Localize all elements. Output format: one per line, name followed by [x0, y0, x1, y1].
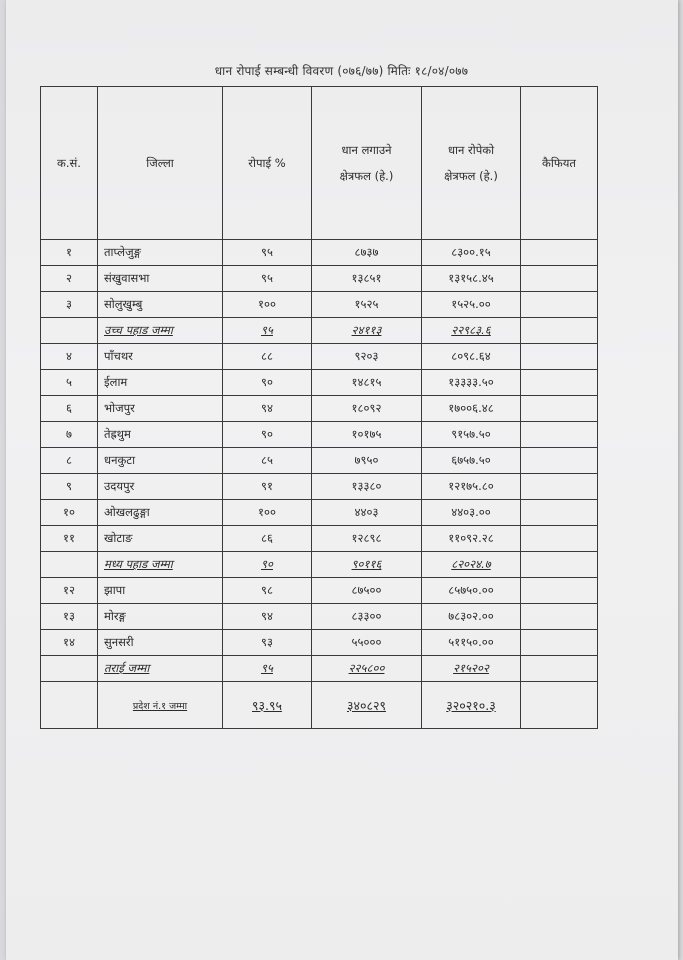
- cell-sn: १४: [41, 630, 98, 656]
- cell-sn: [41, 682, 98, 729]
- cell-area-planted: १३१५८.४५: [422, 266, 521, 292]
- header-area-planted-line1: धान रोपेको: [447, 143, 495, 157]
- cell-district: पाँचथर: [98, 344, 223, 370]
- cell-remarks: [521, 422, 598, 448]
- cell-planting-percent: ९५: [223, 656, 312, 682]
- cell-sn: ७: [41, 422, 98, 448]
- cell-area-to-plant: ८३३००: [312, 604, 422, 630]
- cell-planting-percent: ९८: [223, 578, 312, 604]
- cell-area-planted: १३३३३.५०: [422, 370, 521, 396]
- cell-area-planted: ८२०२४.७: [422, 552, 521, 578]
- cell-area-planted: ३२०२१०.३: [422, 682, 521, 729]
- header-district: जिल्ला: [98, 87, 223, 240]
- cell-area-planted: ६७५७.५०: [422, 448, 521, 474]
- header-planting-percent: रोपाई %: [223, 87, 312, 240]
- cell-area-to-plant: १०१७५: [312, 422, 422, 448]
- subtotal-row: [41, 552, 598, 578]
- cell-area-to-plant: १४८१५: [312, 370, 422, 396]
- header-area-to-plant-line2: क्षेत्रफल (हे.): [339, 169, 394, 183]
- table-row: [41, 292, 598, 318]
- cell-sn: [41, 552, 98, 578]
- cell-remarks: [521, 578, 598, 604]
- header-sn: क.सं.: [41, 87, 98, 240]
- table-row: [41, 448, 598, 474]
- table-body: [41, 240, 598, 729]
- cell-planting-percent: ८६: [223, 526, 312, 552]
- table-row: [41, 630, 598, 656]
- table-row: [41, 370, 598, 396]
- table-row: [41, 604, 598, 630]
- cell-area-to-plant: २४११३: [312, 318, 422, 344]
- cell-remarks: [521, 292, 598, 318]
- header-area-to-plant-line1: धान लगाउने: [341, 143, 392, 157]
- cell-planting-percent: ९४: [223, 604, 312, 630]
- cell-area-to-plant: १२८९८: [312, 526, 422, 552]
- subtotal-row: [41, 318, 598, 344]
- paddy-planting-table: [40, 86, 598, 729]
- header-area-planted: [422, 87, 521, 240]
- cell-sn: ४: [41, 344, 98, 370]
- cell-planting-percent: ९५: [223, 318, 312, 344]
- cell-area-planted: २२९८३.६: [422, 318, 521, 344]
- cell-sn: १: [41, 240, 98, 266]
- cell-area-to-plant: १८०९२: [312, 396, 422, 422]
- cell-area-to-plant: २२५८००: [312, 656, 422, 682]
- cell-area-planted: १५२५.००: [422, 292, 521, 318]
- cell-planting-percent: ९५: [223, 266, 312, 292]
- cell-district: तेह्रथुम: [98, 422, 223, 448]
- cell-sn: १३: [41, 604, 98, 630]
- header-area-to-plant: [312, 87, 422, 240]
- cell-remarks: [521, 266, 598, 292]
- cell-remarks: [521, 552, 598, 578]
- cell-district: मोरङ्ग: [98, 604, 223, 630]
- cell-sn: ९: [41, 474, 98, 500]
- table-row: [41, 422, 598, 448]
- cell-planting-percent: ९१: [223, 474, 312, 500]
- header-remarks: कैफियत: [521, 87, 598, 240]
- cell-area-planted: ८५७५०.००: [422, 578, 521, 604]
- cell-planting-percent: ९३.९५: [223, 682, 312, 729]
- document-title: धान रोपाई सम्बन्धी विवरण (०७६/७७) मितिः १८/०४/०७७: [214, 64, 469, 78]
- cell-remarks: [521, 240, 598, 266]
- cell-area-planted: ५११५०.००: [422, 630, 521, 656]
- cell-district: उच्च पहाड जम्मा: [98, 318, 223, 344]
- cell-district: खोटाङ: [98, 526, 223, 552]
- table-row: [41, 526, 598, 552]
- cell-area-to-plant: ८७५००: [312, 578, 422, 604]
- cell-district: मध्य पहाड जम्मा: [98, 552, 223, 578]
- cell-area-to-plant: १३३८०: [312, 474, 422, 500]
- cell-remarks: [521, 604, 598, 630]
- cell-area-to-plant: ७९५०: [312, 448, 422, 474]
- cell-district: सोलुखुम्बु: [98, 292, 223, 318]
- cell-remarks: [521, 318, 598, 344]
- cell-sn: ३: [41, 292, 98, 318]
- cell-planting-percent: १००: [223, 292, 312, 318]
- cell-remarks: [521, 682, 598, 729]
- cell-district: ओखलढुङ्गा: [98, 500, 223, 526]
- cell-district: धनकुटा: [98, 448, 223, 474]
- cell-district: उदयपुर: [98, 474, 223, 500]
- table-row: [41, 396, 598, 422]
- cell-sn: ६: [41, 396, 98, 422]
- cell-sn: ८: [41, 448, 98, 474]
- cell-sn: [41, 318, 98, 344]
- table-row: [41, 240, 598, 266]
- table-row: [41, 344, 598, 370]
- cell-planting-percent: ९०: [223, 552, 312, 578]
- table-row: [41, 500, 598, 526]
- cell-district: ईलाम: [98, 370, 223, 396]
- cell-sn: १२: [41, 578, 98, 604]
- cell-district: संखुवासभा: [98, 266, 223, 292]
- cell-area-to-plant: ९०११६: [312, 552, 422, 578]
- cell-remarks: [521, 396, 598, 422]
- grand-total-row: [41, 682, 598, 729]
- cell-sn: ११: [41, 526, 98, 552]
- cell-remarks: [521, 526, 598, 552]
- cell-sn: ५: [41, 370, 98, 396]
- cell-district: सुनसरी: [98, 630, 223, 656]
- cell-area-planted: ४४०३.००: [422, 500, 521, 526]
- cell-area-planted: २१५२०२: [422, 656, 521, 682]
- cell-area-planted: ८३००.१५: [422, 240, 521, 266]
- cell-planting-percent: ८८: [223, 344, 312, 370]
- table-row: [41, 474, 598, 500]
- cell-district: प्रदेश नं.१ जम्मा: [98, 682, 223, 729]
- cell-area-to-plant: ४४०३: [312, 500, 422, 526]
- cell-area-to-plant: ९२०३: [312, 344, 422, 370]
- cell-remarks: [521, 448, 598, 474]
- cell-area-planted: १२१७५.८०: [422, 474, 521, 500]
- cell-area-to-plant: ३४०८२९: [312, 682, 422, 729]
- cell-area-planted: ११०९२.२८: [422, 526, 521, 552]
- cell-remarks: [521, 474, 598, 500]
- cell-remarks: [521, 656, 598, 682]
- header-area-planted-line2: क्षेत्रफल (हे.): [444, 169, 498, 183]
- cell-area-to-plant: १३८५१: [312, 266, 422, 292]
- cell-planting-percent: ९४: [223, 396, 312, 422]
- cell-district: ताप्लेजुङ्ग: [98, 240, 223, 266]
- table-row: [41, 266, 598, 292]
- cell-remarks: [521, 370, 598, 396]
- cell-district: झापा: [98, 578, 223, 604]
- cell-area-to-plant: ५५०००: [312, 630, 422, 656]
- cell-sn: १०: [41, 500, 98, 526]
- cell-district: भोजपुर: [98, 396, 223, 422]
- cell-remarks: [521, 344, 598, 370]
- cell-area-planted: ७८३०२.००: [422, 604, 521, 630]
- subtotal-row: [41, 656, 598, 682]
- cell-sn: २: [41, 266, 98, 292]
- table-row: [41, 578, 598, 604]
- cell-district: तराई जम्मा: [98, 656, 223, 682]
- cell-remarks: [521, 500, 598, 526]
- cell-sn: [41, 656, 98, 682]
- cell-planting-percent: ८५: [223, 448, 312, 474]
- cell-area-planted: ८०९८.६४: [422, 344, 521, 370]
- cell-planting-percent: ९३: [223, 630, 312, 656]
- cell-area-planted: १७००६.४८: [422, 396, 521, 422]
- cell-area-to-plant: ८७३७: [312, 240, 422, 266]
- cell-remarks: [521, 630, 598, 656]
- cell-planting-percent: १००: [223, 500, 312, 526]
- cell-planting-percent: ९०: [223, 370, 312, 396]
- cell-planting-percent: ९५: [223, 240, 312, 266]
- cell-planting-percent: ९०: [223, 422, 312, 448]
- cell-area-planted: ९१५७.५०: [422, 422, 521, 448]
- table-header-row: [41, 87, 598, 240]
- cell-area-to-plant: १५२५: [312, 292, 422, 318]
